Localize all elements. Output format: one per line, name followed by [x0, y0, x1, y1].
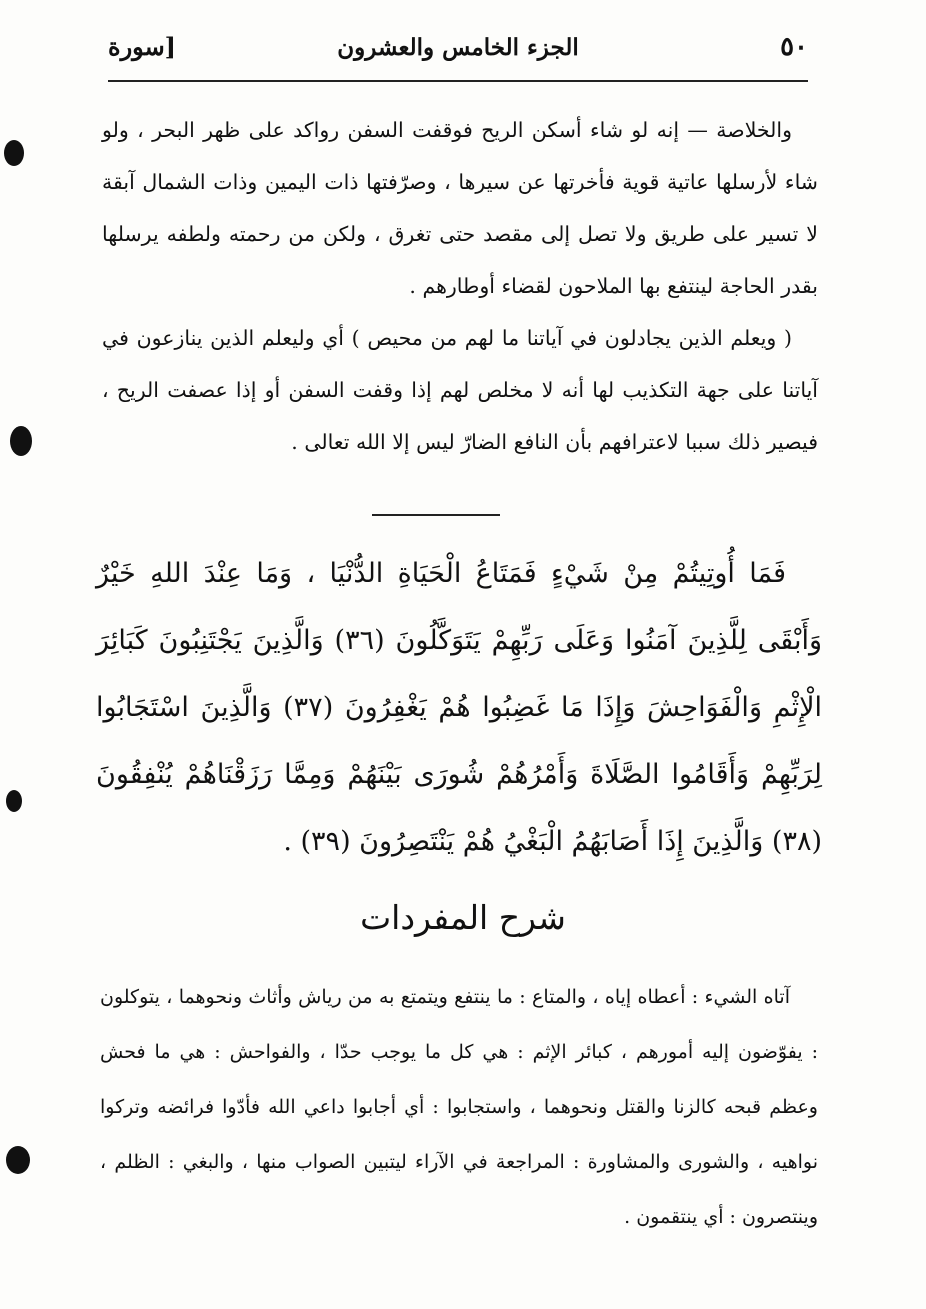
ink-blot: [6, 790, 22, 812]
running-title: الجزء الخامس والعشرون: [337, 34, 579, 61]
ink-blot: [4, 140, 24, 166]
page-header: [108, 30, 808, 74]
page-number: ٥٠: [780, 32, 808, 62]
quran-verses: فَمَا أُوتِيتُمْ مِنْ شَيْءٍ فَمَتَاعُ الْحَيَاةِ الدُّنْيَا ، وَمَا عِنْدَ اللهِ خَيْرٌ وَأَبْقَى لِلَّذِينَ آمَنُوا وَعَلَى رَبِّهِمْ يَتَوَكَّلُونَ (٣٦) وَالَّذِينَ يَجْتَنِبُونَ كَبَائِرَ الْإِثْمِ وَالْفَوَاحِشَ وَإِذَا مَا غَضِبُوا هُمْ يَغْفِرُونَ (٣٧) وَالَّذِينَ اسْتَجَابُوا لِرَبِّهِمْ وَأَقَامُوا الصَّلَاةَ وَأَمْرُهُمْ شُورَى بَيْنَهُمْ وَمِمَّا رَزَقْنَاهُمْ يُنْفِقُونَ (٣٨) وَالَّذِينَ إِذَا أَصَابَهُمُ الْبَغْيُ هُمْ يَنْتَصِرُونَ (٣٩) .: [96, 558, 823, 857]
section-divider: [372, 514, 500, 516]
vocabulary-heading: شرح المفردات: [360, 898, 566, 937]
header-rule: [108, 80, 808, 82]
ink-blot: [10, 426, 32, 456]
surah-label: [سورة: [108, 32, 177, 61]
ink-blot: [6, 1146, 30, 1174]
explanation-paragraph: ( ويعلم الذين يجادلون في آياتنا ما لهم من محيص ) أي وليعلم الذين ينازعون في آياتنا على جهة التكذيب لها أنه لا مخلص لهم إذا وقفت السفن أو إذا عصفت الريح ، فيصير ذلك سببا لاعترافهم بأن النافع الضارّ ليس إلا الله تعالى .: [102, 326, 818, 454]
summary-section: [102, 104, 818, 468]
vocabulary-explanation: آتاه الشيء : أعطاه إياه ، والمتاع : ما ينتفع ويتمتع به من رياش وأثاث ونحوهما ، يتوكلون : يفوّضون إليه أمورهم ، كبائر الإثم : هي كل ما يوجب حدّا ، والفواحش : هي ما فحش وعظم قبحه كالزنا والقتل ونحوهما ، واستجابوا : أي أجابوا داعي الله فأدّوا فرائضه وتركوا نواهيه ، والشورى والمشاورة : المراجعة في الآراء ليتبين الصواب منها ، والبغي : الظلم ، وينتصرون : أي ينتقمون .: [100, 986, 818, 1228]
summary-paragraph: والخلاصة — إنه لو شاء أسكن الريح فوقفت السفن رواكد على ظهر البحر ، ولو شاء لأرسلها عاتية قوية فأخرتها عن سيرها ، وصرّفتها ذات اليمين وذات الشمال آبقة لا تسير على طريق ولا تصل إلى مقصد حتى تغرق ، ولكن من رحمته ولطفه يرسلها بقدر الحاجة لينتفع بها الملاحون لقضاء أوطارهم .: [102, 118, 818, 298]
